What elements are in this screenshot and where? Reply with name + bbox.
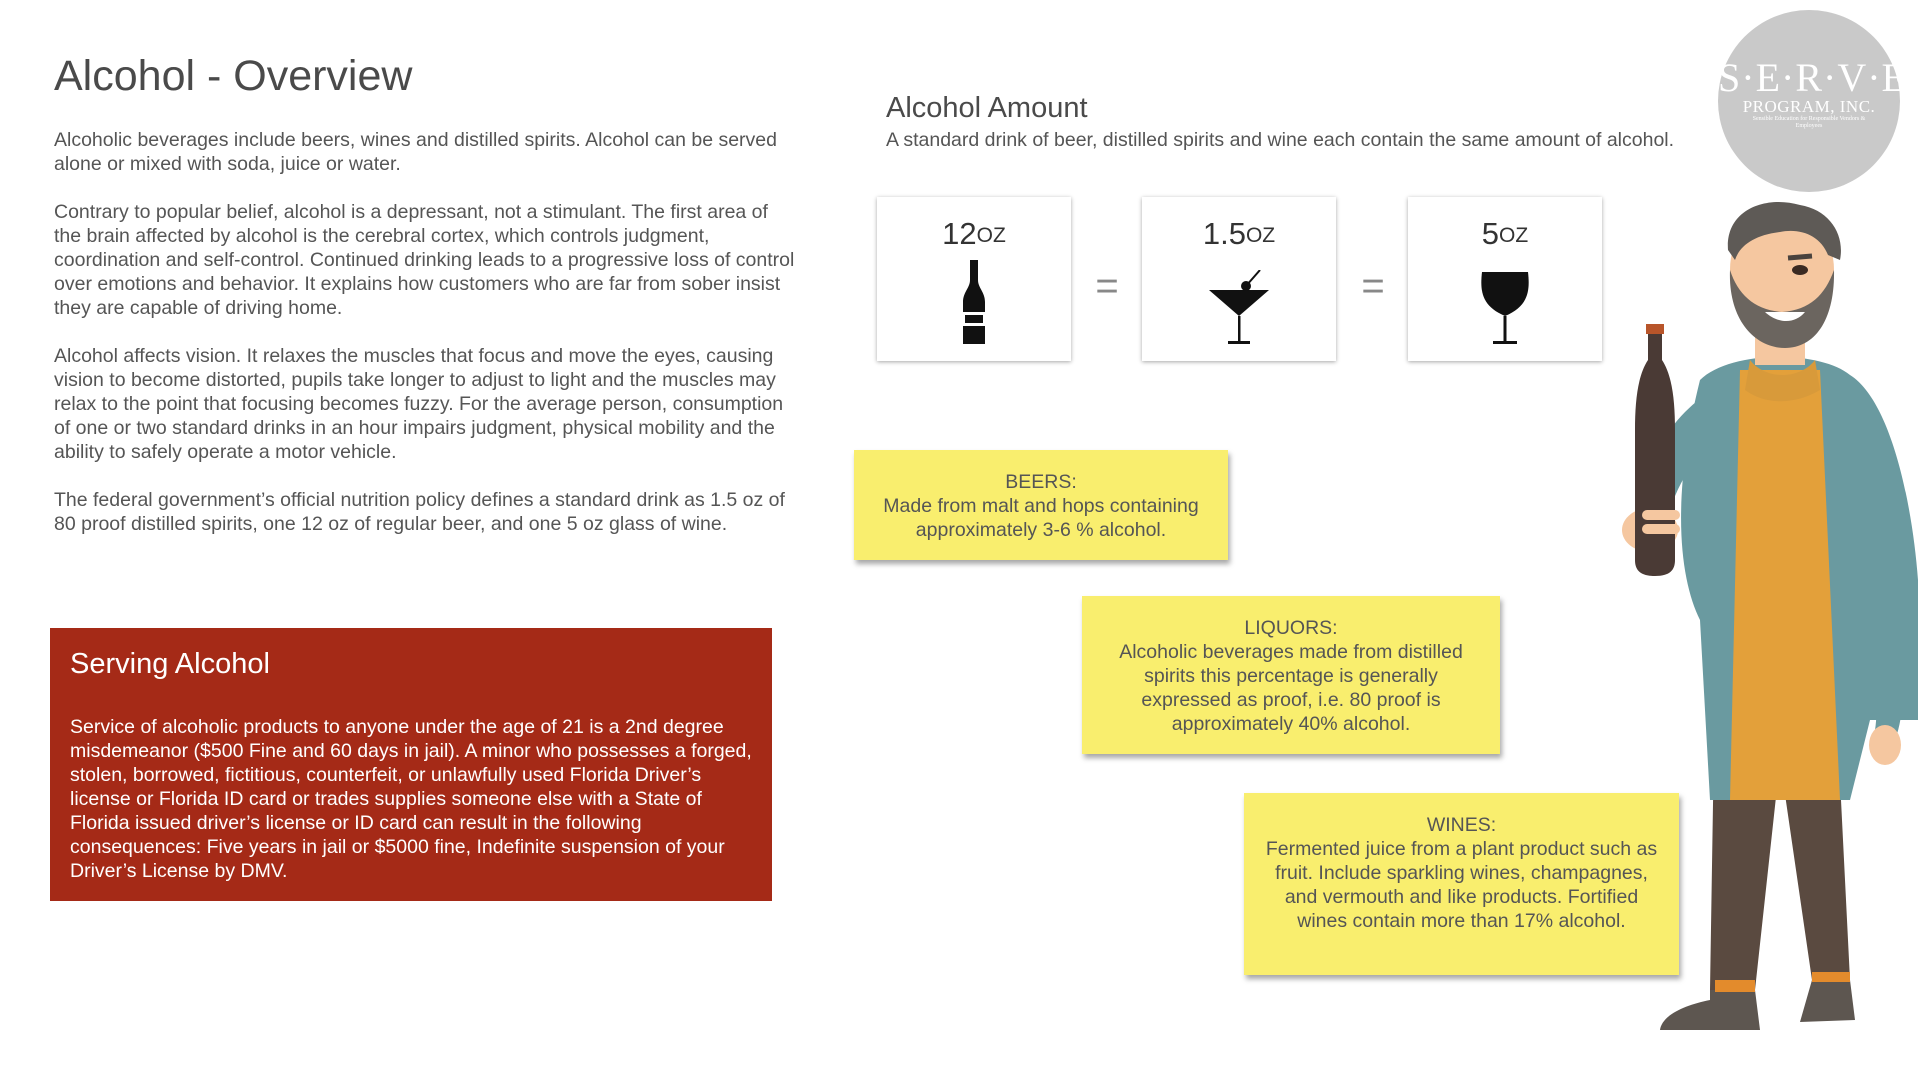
character-eye [1792,265,1808,275]
character-hand [1869,725,1901,765]
note-text: Fermented juice from a plant product such as fruit. Include sparkling wines, champagnes, and vermouth and like products. Fortified wines contain more than 17% alcohol. [1265,838,1658,932]
martini-glass-icon [1206,270,1272,351]
logo-line1: S·E·R·V·E [1718,55,1907,100]
bottle-cap [1646,324,1664,334]
equals-sign: = [1361,264,1385,308]
drink-card-spirits [1142,197,1336,361]
drink-card-beer [877,197,1071,361]
intro-paragraph: Alcoholic beverages include beers, wines and distilled spirits. Alcohol can be served alone or mixed with soda, juice or water. [54,129,777,175]
serve-program-logo [1718,10,1907,192]
serving-alcohol-box [50,628,772,901]
drink-amount-unit: OZ [1499,224,1529,247]
character-finger [1642,510,1680,520]
note-heading: LIQUORS: [1244,617,1338,639]
drink-amount-value: 5 [1481,216,1500,251]
character-eyebrow [1788,256,1812,258]
serving-title: Serving Alcohol [70,648,270,680]
drink-amount-value: 1.5 [1202,216,1246,251]
note-text: Alcoholic beverages made from distilled spirits this percentage is generally expressed as proof, i.e. 80 proof is approximately 40% alcohol. [1119,641,1463,735]
character-finger [1642,524,1680,534]
drink-amount-unit: OZ [1245,224,1276,247]
beer-bottle-icon [959,260,989,351]
note-liquors [1082,596,1500,754]
drink-amount-unit: OZ [976,224,1006,247]
equals-sign: = [1095,264,1119,308]
intro-text [54,128,799,560]
drink-amount-value: 12 [942,216,977,251]
soda-bottle-icon [1635,330,1675,576]
page-title: Alcohol - Overview [54,52,413,100]
character-sock [1715,980,1755,992]
bartender-illustration [1550,200,1920,1060]
alcohol-amount-title: Alcohol Amount [886,92,1088,124]
logo-line3: Sensible Education for Responsible Vendors & Employees [1752,116,1866,129]
alcohol-amount-subtitle: A standard drink of beer, distilled spirits and wine each contain the same amount of alcohol. [886,129,1675,151]
wine-glass-icon [1479,272,1531,351]
serving-body: Service of alcoholic products to anyone under the age of 21 is a 2nd degree misdemeanor ($500 Fine and 60 days in jail). A minor who possesses a forged, stolen, borrowed, fictitious, counterfeit, or unlawfully used Florida Driver’s license or Florida ID card or trades supplies someone else with a State of Florida issued driver’s license or ID card can result in the following consequences: Five years in jail or $5000 fine, Indefinite suspension of your Driver’s License by DMV. [70,716,752,882]
note-heading: BEERS: [1005,471,1077,493]
intro-paragraph: The federal government’s official nutrition policy defines a standard drink as 1.5 oz of 80 proof distilled spirits, one 12 oz of regular beer, and one 5 oz glass of wine. [54,489,785,535]
drink-amount [1142,217,1336,251]
logo-line2: PROGRAM, INC. [1742,97,1876,116]
intro-paragraph: Alcohol affects vision. It relaxes the muscles that focus and move the eyes, causing vision to become distorted, pupils take longer to adjust to light and the muscles may relax to the point that focusing becomes fuzzy. For the average person, consumption of one or two standard drinks in an hour impairs judgment, physical mobility and the ability to safely operate a motor vehicle. [54,345,784,463]
note-text: Made from malt and hops containing approximately 3-6 % alcohol. [883,495,1199,541]
character-shoe [1660,990,1760,1030]
note-beers [854,450,1228,560]
character-sock [1812,972,1850,982]
drink-amount [877,217,1071,251]
note-heading: WINES: [1426,814,1497,836]
intro-paragraph: Contrary to popular belief, alcohol is a depressant, not a stimulant. The first area of the brain affected by alcohol is the cerebral cortex, which controls judgment, coordination and self-control. Continued drinking leads to a progressive loss of control over emotions and behavior. It explains how customers who are far from sober insist they are capable of driving home. [54,201,795,319]
character-shoe [1800,980,1855,1022]
